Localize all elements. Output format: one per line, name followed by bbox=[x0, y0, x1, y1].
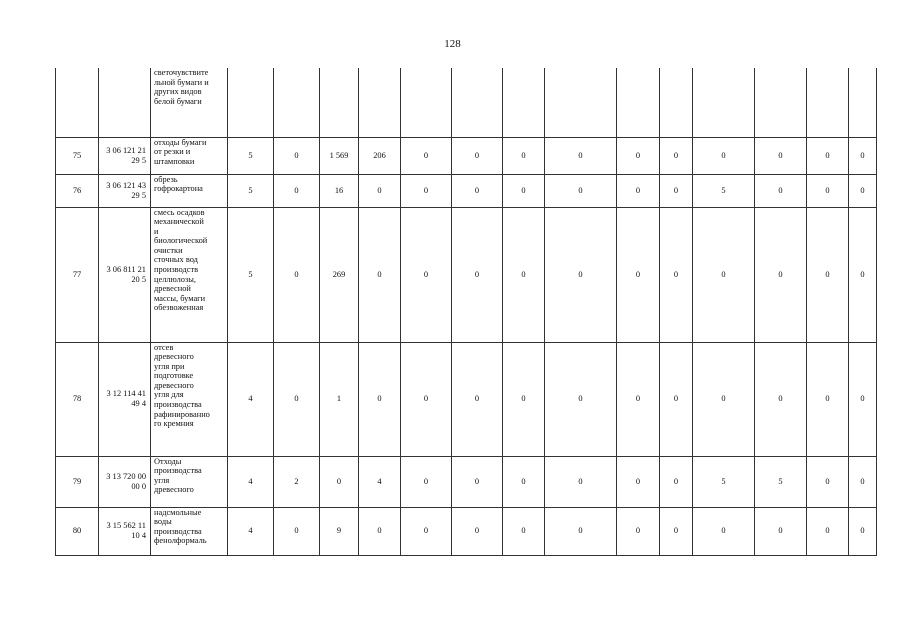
value-cell: 0 bbox=[359, 174, 401, 207]
waste-code: 3 06 121 21 29 5 bbox=[99, 137, 151, 174]
value-cell: 0 bbox=[849, 507, 877, 555]
waste-code: 3 15 562 11 10 4 bbox=[99, 507, 151, 555]
value-cell: 0 bbox=[274, 507, 320, 555]
value-cell: 2 bbox=[274, 456, 320, 507]
value-cell bbox=[660, 68, 693, 137]
waste-name-line: обрезь bbox=[154, 174, 178, 184]
row-number: 75 bbox=[56, 137, 99, 174]
table-row bbox=[56, 507, 877, 555]
value-cell: 0 bbox=[359, 207, 401, 342]
value-cell: 16 bbox=[320, 174, 359, 207]
waste-name-line: производств bbox=[154, 265, 199, 275]
value-cell: 0 bbox=[617, 507, 660, 555]
value-cell: 0 bbox=[503, 207, 545, 342]
value-cell: 0 bbox=[693, 207, 755, 342]
value-cell: 0 bbox=[660, 137, 693, 174]
value-cell: 0 bbox=[274, 342, 320, 456]
value-cell: 0 bbox=[617, 456, 660, 507]
value-cell: 0 bbox=[545, 137, 617, 174]
value-cell bbox=[503, 68, 545, 137]
waste-name-line: сточных вод bbox=[154, 255, 198, 265]
value-cell: 0 bbox=[401, 507, 452, 555]
value-cell: 5 bbox=[228, 137, 274, 174]
value-cell: 0 bbox=[401, 137, 452, 174]
value-cell: 5 bbox=[693, 174, 755, 207]
value-cell bbox=[807, 68, 849, 137]
value-cell bbox=[228, 68, 274, 137]
value-cell: 0 bbox=[452, 174, 503, 207]
value-cell: 0 bbox=[755, 507, 807, 555]
table-row bbox=[56, 207, 877, 342]
value-cell: 0 bbox=[693, 137, 755, 174]
waste-name bbox=[151, 174, 228, 207]
value-cell: 0 bbox=[274, 207, 320, 342]
value-cell: 0 bbox=[849, 456, 877, 507]
value-cell bbox=[755, 68, 807, 137]
value-cell: 0 bbox=[617, 342, 660, 456]
waste-name-line: белой бумаги bbox=[154, 96, 202, 106]
value-cell: 5 bbox=[693, 456, 755, 507]
waste-name-line: смесь осадков bbox=[154, 207, 205, 217]
value-cell: 269 bbox=[320, 207, 359, 342]
value-cell: 0 bbox=[401, 456, 452, 507]
waste-name-line: штамповки bbox=[154, 156, 195, 166]
value-cell: 0 bbox=[660, 207, 693, 342]
waste-name-line: льной бумаги и bbox=[154, 77, 209, 87]
waste-code: 3 06 121 43 29 5 bbox=[99, 174, 151, 207]
waste-name bbox=[151, 137, 228, 174]
table-row bbox=[56, 174, 877, 207]
value-cell: 0 bbox=[807, 342, 849, 456]
value-cell: 4 bbox=[228, 342, 274, 456]
table-body bbox=[56, 68, 877, 555]
row-number: 79 bbox=[56, 456, 99, 507]
waste-name-line: рафинированно bbox=[154, 409, 210, 419]
table-row bbox=[56, 68, 877, 137]
value-cell: 9 bbox=[320, 507, 359, 555]
waste-name-line: подготовке bbox=[154, 371, 194, 381]
waste-name-line: древесного bbox=[154, 485, 194, 495]
value-cell: 0 bbox=[545, 174, 617, 207]
waste-code: 3 06 811 21 20 5 bbox=[99, 207, 151, 342]
waste-name-line: обезвоженная bbox=[154, 303, 204, 313]
waste-code bbox=[99, 68, 151, 137]
value-cell bbox=[545, 68, 617, 137]
value-cell bbox=[693, 68, 755, 137]
waste-name bbox=[151, 342, 228, 456]
value-cell: 206 bbox=[359, 137, 401, 174]
row-number bbox=[56, 68, 99, 137]
value-cell: 0 bbox=[452, 456, 503, 507]
waste-name bbox=[151, 507, 228, 555]
value-cell: 0 bbox=[274, 137, 320, 174]
value-cell: 0 bbox=[807, 507, 849, 555]
value-cell: 0 bbox=[660, 342, 693, 456]
value-cell: 0 bbox=[359, 507, 401, 555]
waste-name bbox=[151, 68, 228, 137]
waste-name-line: фенолформаль bbox=[154, 536, 207, 546]
value-cell: 0 bbox=[617, 174, 660, 207]
value-cell: 0 bbox=[660, 507, 693, 555]
waste-name-line: очистки bbox=[154, 245, 183, 255]
value-cell: 0 bbox=[755, 137, 807, 174]
value-cell: 0 bbox=[807, 137, 849, 174]
value-cell: 0 bbox=[401, 174, 452, 207]
waste-name-line: светочувствите bbox=[154, 68, 209, 77]
value-cell: 0 bbox=[807, 174, 849, 207]
value-cell bbox=[274, 68, 320, 137]
value-cell: 0 bbox=[320, 456, 359, 507]
waste-name-line: отходы бумаги bbox=[154, 137, 207, 147]
value-cell: 0 bbox=[545, 507, 617, 555]
value-cell: 4 bbox=[228, 507, 274, 555]
value-cell: 0 bbox=[755, 174, 807, 207]
waste-name-line: от резки и bbox=[154, 147, 191, 157]
waste-name-line: производства bbox=[154, 400, 202, 410]
value-cell: 0 bbox=[452, 137, 503, 174]
waste-table bbox=[55, 68, 877, 556]
value-cell: 0 bbox=[503, 507, 545, 555]
waste-name-line: производства bbox=[154, 526, 202, 536]
table-row bbox=[56, 456, 877, 507]
value-cell: 4 bbox=[359, 456, 401, 507]
row-number: 80 bbox=[56, 507, 99, 555]
value-cell: 0 bbox=[503, 456, 545, 507]
value-cell: 0 bbox=[617, 137, 660, 174]
value-cell: 1 bbox=[320, 342, 359, 456]
value-cell: 0 bbox=[401, 207, 452, 342]
value-cell bbox=[452, 68, 503, 137]
value-cell: 0 bbox=[755, 207, 807, 342]
value-cell: 0 bbox=[401, 342, 452, 456]
value-cell: 0 bbox=[660, 174, 693, 207]
value-cell: 0 bbox=[693, 342, 755, 456]
waste-name-line: других видов bbox=[154, 87, 202, 97]
row-number: 77 bbox=[56, 207, 99, 342]
waste-name-line: угля для bbox=[154, 390, 184, 400]
value-cell: 0 bbox=[359, 342, 401, 456]
value-cell: 0 bbox=[452, 207, 503, 342]
value-cell: 0 bbox=[693, 507, 755, 555]
waste-name-line: древесного bbox=[154, 352, 194, 362]
waste-name-line: массы, бумаги bbox=[154, 293, 206, 303]
value-cell bbox=[617, 68, 660, 137]
value-cell: 0 bbox=[545, 456, 617, 507]
waste-name-line: отсев bbox=[154, 342, 174, 352]
table-row bbox=[56, 137, 877, 174]
waste-name-line: целлюлозы, bbox=[154, 274, 197, 284]
value-cell bbox=[359, 68, 401, 137]
page-number: 128 bbox=[444, 38, 461, 50]
waste-name-line: надсмольные bbox=[154, 507, 202, 517]
value-cell: 0 bbox=[545, 207, 617, 342]
waste-name-line: го кремния bbox=[154, 419, 194, 429]
value-cell bbox=[849, 68, 877, 137]
waste-name-line: древесного bbox=[154, 380, 194, 390]
waste-name-line: гофрокартона bbox=[154, 184, 203, 194]
value-cell: 0 bbox=[617, 207, 660, 342]
value-cell: 0 bbox=[849, 174, 877, 207]
value-cell: 0 bbox=[503, 342, 545, 456]
waste-name-line: угля bbox=[154, 475, 170, 485]
waste-name-line: воды bbox=[154, 517, 172, 527]
value-cell: 1 569 bbox=[320, 137, 359, 174]
table-row bbox=[56, 342, 877, 456]
value-cell: 5 bbox=[755, 456, 807, 507]
value-cell: 0 bbox=[503, 137, 545, 174]
waste-name bbox=[151, 456, 228, 507]
waste-name-line: механической bbox=[154, 217, 204, 227]
waste-name-line: древесной bbox=[154, 284, 191, 294]
row-number: 76 bbox=[56, 174, 99, 207]
value-cell: 0 bbox=[274, 174, 320, 207]
value-cell: 0 bbox=[660, 456, 693, 507]
value-cell: 0 bbox=[503, 174, 545, 207]
value-cell: 0 bbox=[755, 342, 807, 456]
value-cell: 0 bbox=[452, 342, 503, 456]
waste-name-line: и bbox=[154, 226, 159, 236]
value-cell: 5 bbox=[228, 174, 274, 207]
value-cell bbox=[401, 68, 452, 137]
waste-name bbox=[151, 207, 228, 342]
waste-code: 3 13 720 00 00 0 bbox=[99, 456, 151, 507]
waste-name-line: биологической bbox=[154, 236, 208, 246]
value-cell bbox=[320, 68, 359, 137]
waste-name-line: угля при bbox=[154, 361, 185, 371]
value-cell: 0 bbox=[807, 207, 849, 342]
value-cell: 0 bbox=[849, 342, 877, 456]
waste-code: 3 12 114 41 49 4 bbox=[99, 342, 151, 456]
waste-name-line: производства bbox=[154, 466, 202, 476]
waste-name-line: Отходы bbox=[154, 456, 182, 466]
value-cell: 0 bbox=[452, 507, 503, 555]
value-cell: 0 bbox=[849, 207, 877, 342]
value-cell: 0 bbox=[807, 456, 849, 507]
value-cell: 0 bbox=[849, 137, 877, 174]
value-cell: 0 bbox=[545, 342, 617, 456]
value-cell: 4 bbox=[228, 456, 274, 507]
value-cell: 5 bbox=[228, 207, 274, 342]
row-number: 78 bbox=[56, 342, 99, 456]
